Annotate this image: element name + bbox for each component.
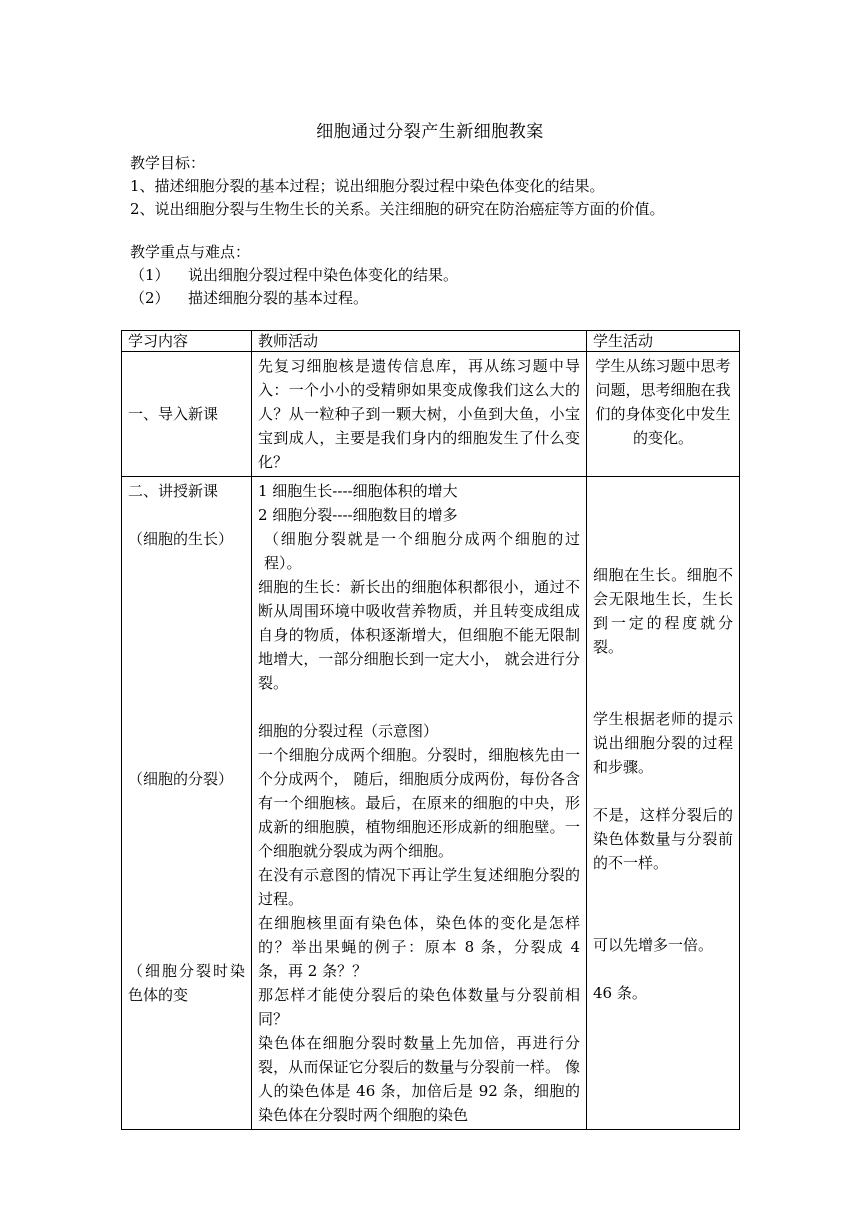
teacher-text: 那怎样才能使分裂后的染色体数量与分裂前相同？ — [258, 986, 580, 1028]
teacher-text: 细胞的生长：新长出的细胞体积都很小，通过不断从周围环境中吸收营养物质，并且转变成组成自身的物质，体积逐渐增大，但细胞不能无限制地增大，一部分细胞长到一定大小， 就会进行分裂。 — [258, 578, 580, 692]
content-cell — [122, 352, 252, 477]
student-cell — [587, 477, 740, 1130]
key-point-item — [130, 264, 458, 285]
row-topic: 二、讲授新课 — [128, 482, 219, 500]
objective-item: 2、说出细胞分裂与生物生长的关系。关注细胞的研究在防治癌症等方面的价值。 — [130, 200, 665, 218]
teacher-text: （细胞分裂就是一个细胞分成两个细胞的过程）。 — [264, 530, 580, 572]
student-text: 细胞在生长。细胞不会无限地生长，生长到一定的程度就分裂。 — [593, 566, 733, 656]
student-text: 学生根据老师的提示说出细胞分裂的过程和步骤。 — [593, 710, 733, 776]
document-title: 细胞通过分裂产生新细胞教案 — [316, 122, 544, 142]
objectives-heading: 教学目标： — [130, 154, 206, 172]
teacher-cell: 先复习细胞核是遗传信息库，再从练习题中导入：一个小小的受精卵如果变成像我们这么大的人？从一粒种子到一颗大树，小鱼到大鱼，小宝宝到成人，主要是我们身内的细胞发生了什么变化？ — [252, 352, 587, 477]
teacher-text: 细胞的分裂过程（示意图） — [258, 722, 439, 740]
teacher-text: 染色体在细胞分裂时数量上先加倍，再进行分裂，从而保证它分裂后的数量与分裂前一样。 像人的染色体是 46 条，加倍后是 92 条，细胞的染色体在分裂时两个细胞的染色 — [258, 1034, 580, 1124]
header-content: 学习内容 — [122, 331, 252, 352]
student-text: 不是，这样分裂后的染色体数量与分裂前的不一样。 — [593, 806, 733, 872]
lesson-plan-table — [121, 330, 740, 1130]
teacher-cell — [252, 477, 587, 1130]
key-points-heading: 教学重点与难点： — [130, 243, 251, 261]
key-point-number: （1） — [130, 266, 170, 284]
key-point-item — [130, 287, 368, 308]
teacher-text: 1 细胞生长----细胞体积的增大 — [258, 482, 458, 500]
key-point-text: 说出细胞分裂过程中染色体变化的结果。 — [188, 266, 459, 284]
teacher-text: 在细胞核里面有染色体，染色体的变化是怎样的？举出果蝇的例子：原本 8 条，分裂成 4 条，再 2 条？？ — [258, 914, 580, 980]
teacher-text: 在没有示意图的情况下再让学生复述细胞分裂的过程。 — [258, 866, 580, 908]
teacher-text: 一个细胞分成两个细胞。分裂时，细胞核先由一个分成两个， 随后，细胞质分成两份，每份各含有一个细胞核。最后，在原来的细胞的中央，形成新的细胞膜，植物细胞还形成新的细胞壁。一个细胞就分裂成为两个细胞。 — [258, 746, 580, 860]
content-cell — [122, 477, 252, 1130]
header-student: 学生活动 — [587, 331, 740, 352]
row-subtopic: （细胞的生长） — [128, 530, 234, 548]
student-text: 46 条。 — [593, 984, 647, 1002]
teacher-text: 2 细胞分裂----细胞数目的增多 — [258, 506, 458, 524]
table-header-row — [122, 331, 740, 352]
table-row — [122, 352, 740, 477]
key-point-text: 描述细胞分裂的基本过程。 — [188, 289, 369, 307]
student-cell: 学生从练习题中思考问题，思考细胞在我们的身体变化中发生的变化。 — [587, 352, 740, 477]
row-subtopic: （细胞的分裂） — [128, 770, 234, 788]
row-subtopic: （细胞分裂时染色体的变 — [128, 962, 245, 1004]
header-teacher: 教师活动 — [252, 331, 587, 352]
student-text: 可以先增多一倍。 — [593, 936, 714, 954]
row-topic: 一、导入新课 — [128, 405, 219, 423]
objective-item: 1、描述细胞分裂的基本过程；说出细胞分裂过程中染色体变化的结果。 — [130, 177, 605, 195]
table-row — [122, 477, 740, 1130]
key-point-number: （2） — [130, 289, 170, 307]
